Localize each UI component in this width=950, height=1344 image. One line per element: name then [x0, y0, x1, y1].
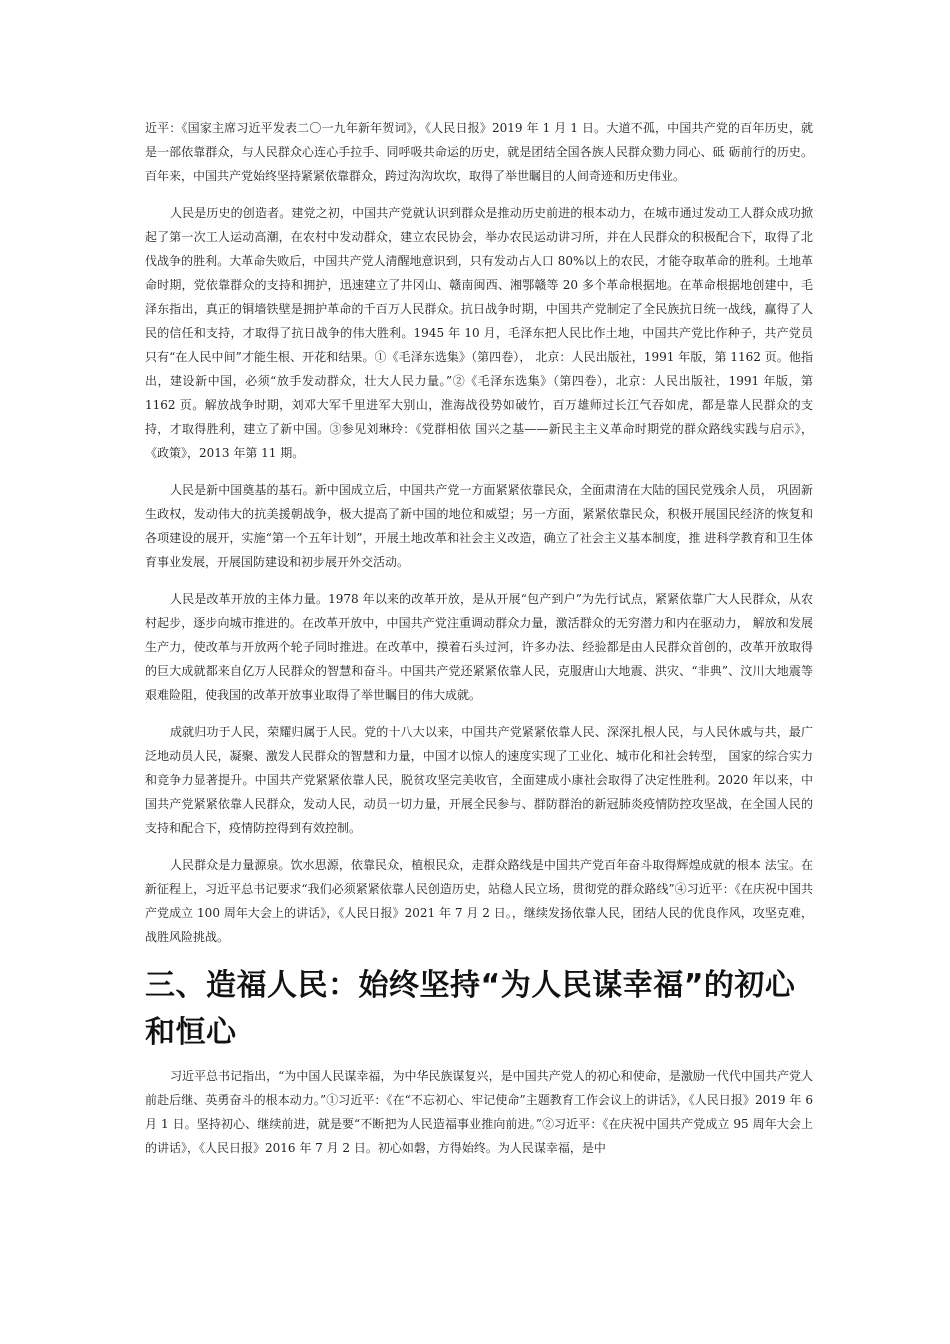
paragraph-new-china-foundation: 人民是新中国奠基的基石。新中国成立后，中国共产党一方面紧紧依靠民众，全面肃清在大陆的国民党残余人员， 巩固新生政权，发动伟大的抗美援朝战争，极大提高了新中国的地位和威望；另一方面，紧紧依靠民众，积极开展国民经济的恢复和各项建设的展开，实施“第一个五年计划”，开展土地改革和社会主义改造，确立了社会主义基本制度，推 进科学教育和卫生体育事业发展，开展国防建设和初步展开外交活动。	[145, 483, 813, 569]
paragraph-achievements: 成就归功于人民，荣耀归属于人民。党的十八大以来，中国共产党紧紧依靠人民、深深扎根人民，与人民休戚与共，最广泛地动员人民，凝聚、激发人民群众的智慧和力量，中国才以惊人的速度实现了工业化、城市化和社会转型， 国家的综合实力和竞争力显著提升。中国共产党紧紧依靠人民，脱贫攻坚完美收官，全面建成小康社会取得了决定性胜利。2020 年以来，中国共产党紧紧依靠人民群众，发动人民，动员一切力量，开展全民参与、群防群治的新冠肺炎疫情防控攻坚战，在全国人民的支持和配合下，疫情防控得到有效控制。	[145, 725, 813, 835]
paragraph-continuation: 近平：《国家主席习近平发表二〇一九年新年贺词》，《人民日报》2019 年 1 月 1 日。大道不孤，中国共产党的百年历史，就是一部依靠群众，与人民群众心连心手拉手、同呼吸共命运的历史，就是团结全国各族人民群众勠力同心、砥 砺前行的历史。百年来，中国共产党始终坚持紧紧依靠群众，跨过沟沟坎坎，取得了举世瞩目的人间奇迹和历史伟业。	[145, 121, 813, 183]
paragraph-original-aspiration: 习近平总书记指出，“为中国人民谋幸福，为中华民族谋复兴，是中国共产党人的初心和使命，是激励一代代中国共产党人前赴后继、英勇奋斗的根本动力。”①习近平：《在“不忘初心、牢记使命”主题教育工作会议上的讲话》，《人民日报》2019 年 6 月 1 日。坚持初心、继续前进，就是要“不断把为人民造福事业推向前进。”②习近平：《在庆祝中国共产党成立 95 周年大会上的讲话》，《人民日报》2016 年 7 月 2 日。初心如磐，方得始终。为人民谋幸福，是中	[145, 1069, 813, 1155]
document-body	[145, 116, 813, 1173]
paragraph-history-creators: 人民是历史的创造者。建党之初，中国共产党就认识到群众是推动历史前进的根本动力，在城市通过发动工人群众成功掀起了第一次工人运动高潮，在农村中发动群众，建立农民协会，举办农民运动讲习所，并在人民群众的积极配合下，取得了北伐战争的胜利。大革命失败后，中国共产党人清醒地意识到，只有发动占人口 80%以上的农民，才能夺取革命的胜利。土地革命时期，党依靠群众的支持和拥护，迅速建立了井冈山、赣南闽西、湘鄂赣等 20 多个革命根据地。在革命根据地创建中，毛泽东指出，真正的铜墙铁壁是拥护革命的千百万人民群众。抗日战争时期，中国共产党制定了全民族抗日统一战线，赢得了人民的信任和支持，才取得了抗日战争的伟大胜利。1945 年 10 月，毛泽东把人民比作土地，中国共产党比作种子，共产党员只有“在人民中间”才能生根、开花和结果。①《毛泽东选集》（第四卷）， 北京：人民出版社，1991 年版，第 1162 页。他指出，建设新中国，必须“放手发动群众，壮大人民力量。”②《毛泽东选集》（第四卷），北京：人民出版社，1991 年版，第 1162 页。解放战争时期，刘邓大军千里进军大别山，淮海战役势如破竹，百万雄师过长江气吞如虎，都是靠人民群众的支持，才取得胜利，建立了新中国。③参见刘琳玲：《党群相依 国兴之基——新民主主义革命时期党的群众路线实践与启示》，《政策》，2013 年第 11 期。	[145, 206, 813, 460]
paragraph-source-of-strength: 人民群众是力量源泉。饮水思源，依靠民众，植根民众，走群众路线是中国共产党百年奋斗取得辉煌成就的根本 法宝。在新征程上，习近平总书记要求“我们必须紧紧依靠人民创造历史，站稳人民立场，贯彻党的群众路线”④习近平：《在庆祝中国共产党成立 100 周年大会上的讲话》，《人民日报》2021 年 7 月 2 日。，继续发扬依靠人民，团结人民的优良作风，攻坚克难，战胜风险挑战。	[145, 858, 813, 944]
paragraph-reform-opening: 人民是改革开放的主体力量。1978 年以来的改革开放，是从开展“包产到户”为先行试点，紧紧依靠广大人民群众，从农村起步，逐步向城市推进的。在改革开放中，中国共产党注重调动群众力量，激活群众的无穷潜力和内在驱动力， 解放和发展生产力，使改革与开放两个轮子同时推进。在改革中，摸着石头过河，许多办法、经验都是由人民群众首创的，改革开放取得的巨大成就都来自亿万人民群众的智慧和奋斗。中国共产党还紧紧依靠人民，克服唐山大地震、洪灾、“非典”、汶川大地震等艰难险阻，使我国的改革开放事业取得了举世瞩目的伟大成就。	[145, 592, 813, 702]
section-heading: 三、造福人民：始终坚持“为人民谋幸福”的初心和恒心	[145, 968, 796, 1050]
